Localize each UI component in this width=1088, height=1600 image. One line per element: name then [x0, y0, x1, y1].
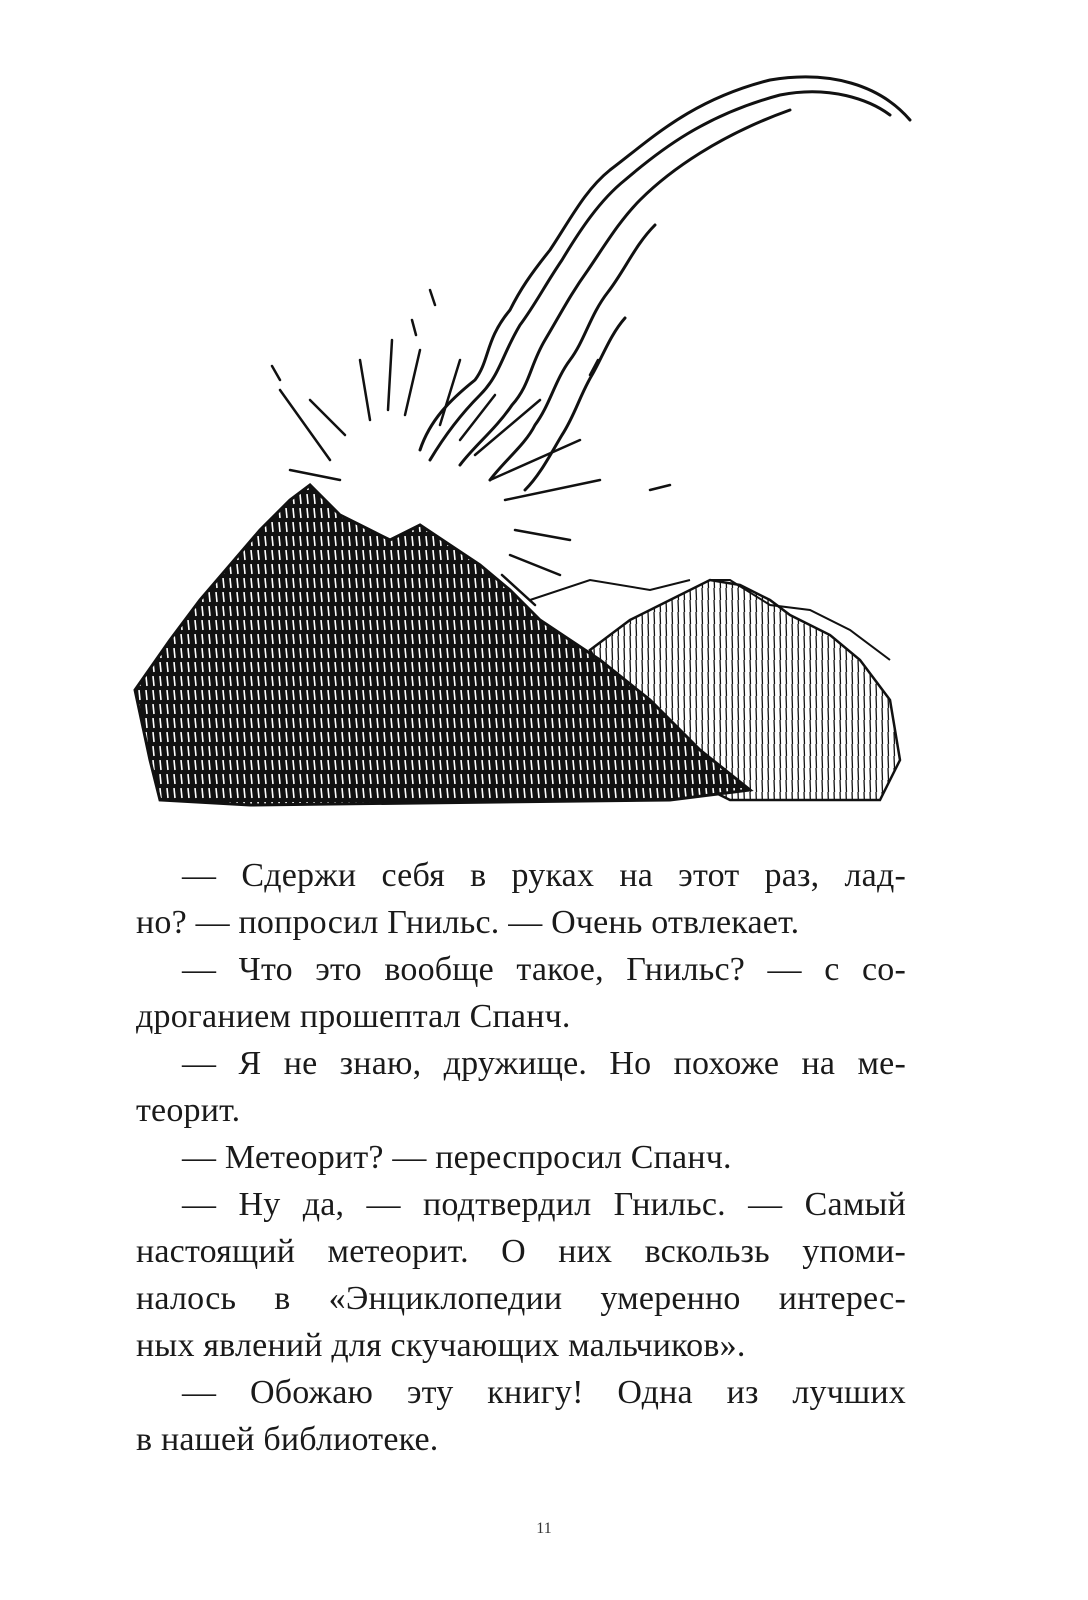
- text-line: — Обожаю эту книгу! Одна из лучших: [182, 1374, 906, 1411]
- text-line: налось в «Энциклопедии умеренно интерес-: [136, 1280, 906, 1317]
- text-line: — Я не знаю, дружище. Но похоже на ме-: [182, 1045, 906, 1082]
- text-line: дроганием прошептал Спанч.: [136, 998, 571, 1035]
- text-line: настоящий метеорит. О них вскользь упоми-: [136, 1233, 906, 1270]
- body-text: [136, 852, 906, 1463]
- text-line: но? — попросил Гнильс. — Очень отвлекает.: [136, 904, 800, 941]
- text-line: — Сдержи себя в руках на этот раз, лад-: [182, 857, 906, 894]
- text-line: ных явлений для скучающих мальчиков».: [136, 1327, 746, 1364]
- text-line: — Ну да, — подтвердил Гнильс. — Самый: [182, 1186, 906, 1223]
- meteorite-mountain-illustration: [130, 60, 920, 820]
- text-line: — Метеорит? — переспросил Спанч.: [182, 1139, 732, 1176]
- text-line: теорит.: [136, 1092, 241, 1129]
- meteor-trail: [420, 77, 910, 490]
- page-number: 11: [536, 1520, 552, 1537]
- text-line: в нашей библиотеке.: [136, 1421, 439, 1458]
- text-line: — Что это вообще такое, Гнильс? — с со-: [182, 951, 906, 988]
